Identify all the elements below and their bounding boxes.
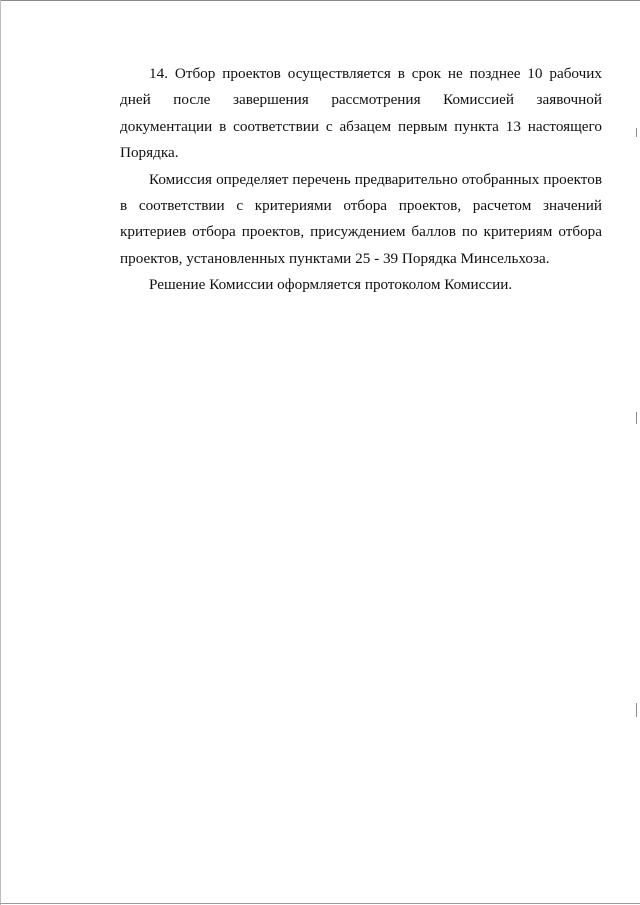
paragraph-item-14: 14. Отбор проектов осуществляется в срок не позднее 10 рабочих дней после завершения рассмотрения Комиссией заявочной документации в соответствии с абзацем первым пункта 13 настоящего Порядка. xyxy=(120,65,602,162)
paragraph-commission-list: Комиссия определяет перечень предварительно отобранных проектов в соответствии с критериями отбора проектов, расчетом значений критериев отбора проектов, присуждением баллов по критериям отбора проектов, установленных пунктами 25 - 39 Порядка Минсельхоза. xyxy=(120,170,602,267)
page-left-edge xyxy=(0,0,1,905)
page-top-edge xyxy=(0,0,640,1)
paragraph-commission-decision: Решение Комиссии оформляется протоколом Комиссии. xyxy=(149,276,513,294)
scan-mark xyxy=(636,128,637,137)
scan-mark xyxy=(636,412,637,424)
scan-mark xyxy=(636,703,637,717)
page-bottom-edge xyxy=(0,903,640,904)
document-body xyxy=(120,61,602,299)
